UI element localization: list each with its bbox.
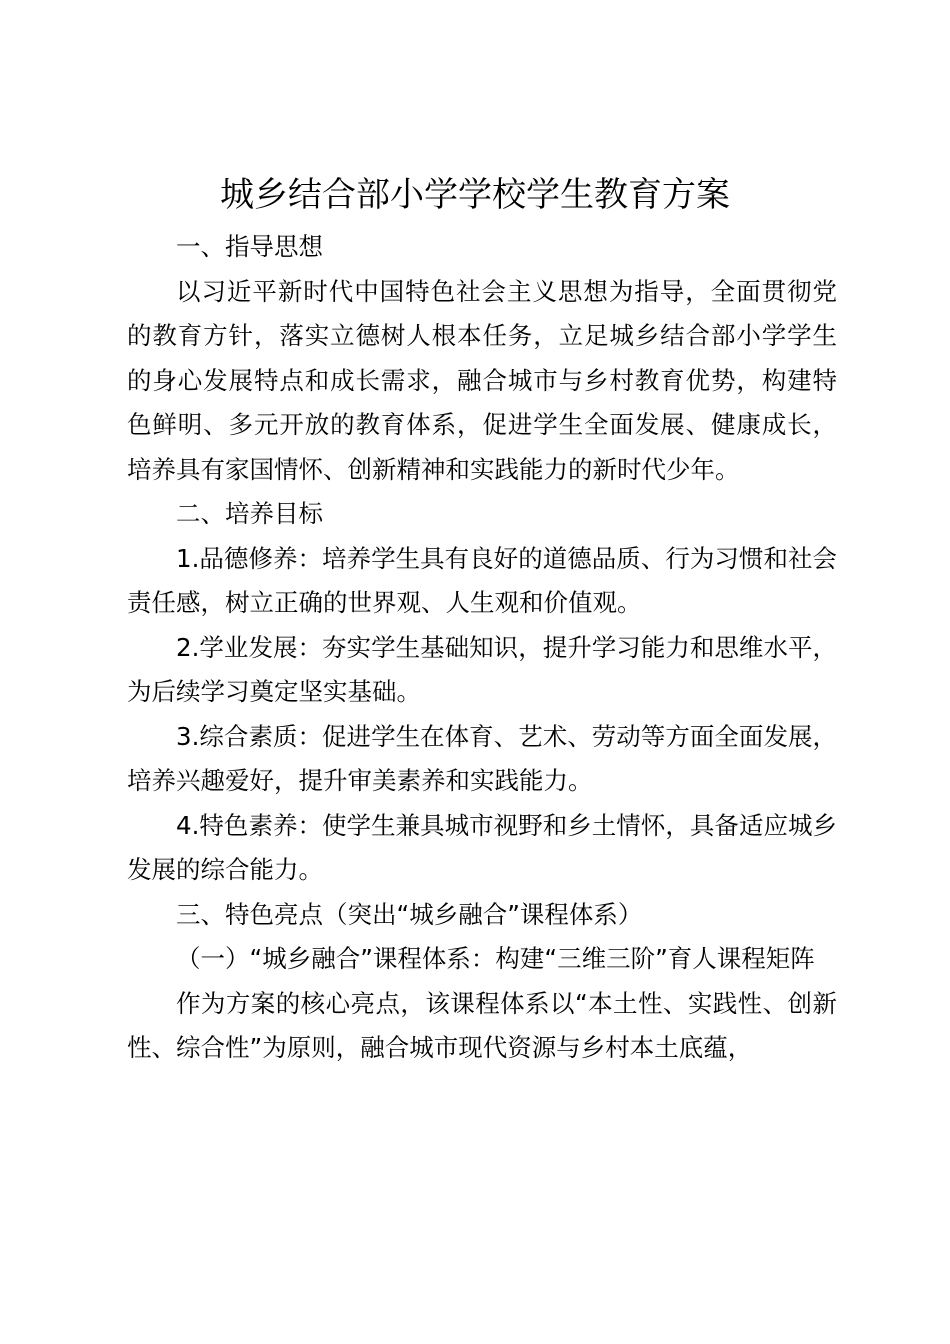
subsection-heading-curriculum: （一）“城乡融合”课程体系：构建“三维三阶”育人课程矩阵 — [176, 944, 815, 973]
document-body — [127, 225, 837, 1071]
goal-item-moral: 1.品德修养：培养学生具有良好的道德品质、行为习惯和社会责任感，树立正确的世界观、人生观和价值观。 — [127, 543, 837, 617]
goal-item-comprehensive: 3.综合素质：促进学生在体育、艺术、劳动等方面全面发展，培养兴趣爱好，提升审美素养和实践能力。 — [127, 721, 837, 795]
document-title: 城乡结合部小学学校学生教育方案 — [220, 175, 730, 215]
section-heading-guiding-ideology: 一、指导思想 — [176, 232, 323, 261]
paragraph-guiding-ideology: 以习近平新时代中国特色社会主义思想为指导，全面贯彻党的教育方针，落实立德树人根本任务，立足城乡结合部小学学生的身心发展特点和成长需求，融合城市与乡村教育优势，构建特色鲜明、多元开放的教育体系，促进学生全面发展、健康成长，培养具有家国情怀、创新精神和实践能力的新时代少年。 — [127, 276, 837, 484]
goal-item-featured: 4.特色素养：使学生兼具城市视野和乡土情怀，具备适应城乡发展的综合能力。 — [127, 810, 837, 884]
paragraph-curriculum: 作为方案的核心亮点，该课程体系以“本土性、实践性、创新性、综合性”为原则，融合城市现代资源与乡村本土底蕴， — [127, 988, 837, 1062]
section-heading-training-goals: 二、培养目标 — [176, 499, 323, 528]
section-heading-highlights: 三、特色亮点（突出“城乡融合”课程体系） — [176, 899, 643, 929]
goal-item-academic: 2.学业发展：夯实学生基础知识，提升学习能力和思维水平，为后续学习奠定坚实基础。 — [127, 632, 837, 706]
